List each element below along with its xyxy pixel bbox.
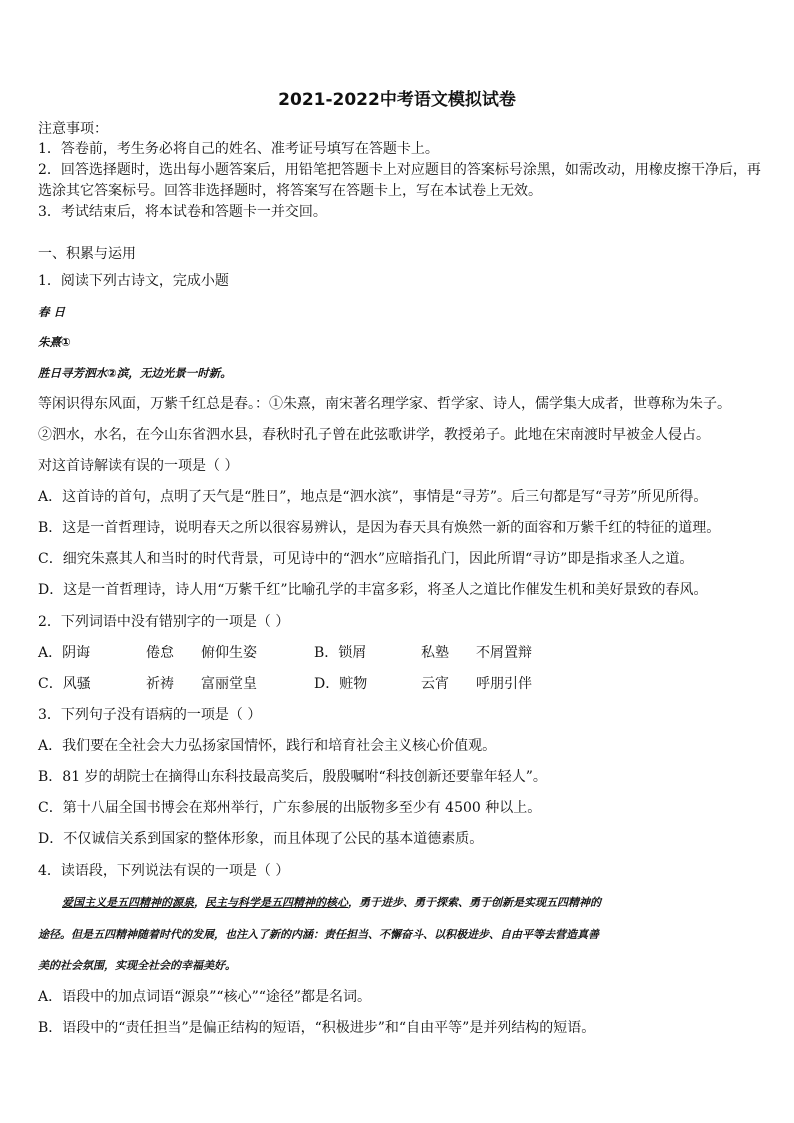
section-heading: 一、积累与运用 xyxy=(38,246,136,262)
question-2-option-c-word-2: 祈祷 xyxy=(146,676,174,692)
question-3-prompt: 3．下列句子没有语病的一项是（ ） xyxy=(38,707,262,723)
question-1-option-a: A．这首诗的首句，点明了天气是“胜日”，地点是“泗水滨”，事情是“寻芳”。后三句都是写“寻芳”所见所得。 xyxy=(38,489,708,505)
passage-line-3: 美的社会氛围，实现全社会的幸福美好。 xyxy=(38,959,236,972)
question-2-option-a: A．阴诲 xyxy=(38,645,91,661)
question-3-option-d: D．不仅诚信关系到国家的整体形象，而且体现了公民的基本道德素质。 xyxy=(38,831,484,847)
question-2-option-a-word-2: 倦怠 xyxy=(146,645,174,661)
passage-segment-comma: ， xyxy=(194,896,205,909)
question-2-option-c: C．风骚 xyxy=(38,676,91,692)
notice-heading: 注意事项： xyxy=(38,121,108,137)
question-4-option-a: A．语段中的加点词语“源泉”“核心”“途径”都是名词。 xyxy=(38,989,372,1005)
question-2-options-row-1 xyxy=(38,644,758,662)
question-2-option-c-word-3: 富丽堂皇 xyxy=(201,676,257,692)
question-3-option-c: C．第十八届全国书博会在郑州举行，广东参展的出版物多至少有 4500 种以上。 xyxy=(38,800,542,816)
question-2-option-d-word-3: 呼朋引伴 xyxy=(476,676,532,692)
question-4-prompt: 4．读语段，下列说法有误的一项是（ ） xyxy=(38,863,290,879)
poem-title: 春 日 xyxy=(38,305,66,319)
poem-line-2-and-note-1 xyxy=(38,395,758,413)
question-1-option-b: B．这是一首哲理诗，说明春天之所以很容易辨认，是因为春天具有焕然一新的面容和万紫千红的特征的道理。 xyxy=(38,520,721,536)
question-2-prompt: 2．下列词语中没有错别字的一项是（ ） xyxy=(38,614,290,630)
question-2-options-row-2 xyxy=(38,675,758,693)
passage-segment-path: ，勇于进步、勇于探索、勇于创新是实现五四精神的 xyxy=(348,896,601,909)
passage-segment-core: 民主与科学是五四精神的核心 xyxy=(205,896,348,909)
question-2-option-d: D．赃物 xyxy=(314,676,368,692)
poem-author: 朱熹① xyxy=(38,335,71,349)
question-4-option-b: B．语段中的“责任担当”是偏正结构的短语，“积极进步”和“自由平等”是并列结构的短语。 xyxy=(38,1020,596,1036)
notice-item-3: 3．考试结束后，将本试卷和答题卡一并交回。 xyxy=(38,204,327,220)
notice-item-2-line-1: 2．回答选择题时，选出每小题答案后，用铅笔把答题卡上对应题目的答案标号涂黑，如需改动，用橡皮擦干净后，再 xyxy=(38,162,761,178)
question-3-option-b: B．81 岁的胡院士在摘得山东科技最高奖后，殷殷嘱咐“科技创新还要靠年轻人”。 xyxy=(38,769,547,785)
passage-segment-source: 爱国主义是五四精神的源泉 xyxy=(62,896,194,909)
question-2-option-b: B．锁屑 xyxy=(314,645,367,661)
question-1-option-c: C．细究朱熹其人和当时的时代背景，可见诗中的“泗水”应暗指孔门，因此所谓“寻访”即是指求圣人之道。 xyxy=(38,551,694,567)
question-3-option-a: A．我们要在全社会大力弘扬家国情怀，践行和培育社会主义核心价值观。 xyxy=(38,738,497,754)
notice-item-1: 1．答卷前，考生务必将自己的姓名、准考证号填写在答题卡上。 xyxy=(38,141,439,157)
question-2-option-b-word-3: 不屑置辩 xyxy=(476,645,532,661)
notice-item-2-line-2: 选涂其它答案标号。回答非选择题时，将答案写在答题卡上，写在本试卷上无效。 xyxy=(38,183,542,199)
poem-line-1: 胜日寻芳泗水②滨，无边光景一时新。 xyxy=(38,366,232,380)
passage-line-2: 途径。但是五四精神随着时代的发展，也注入了新的内涵：责任担当、不懈奋斗、以积极进步、自由平等去营造真善 xyxy=(38,928,599,941)
page-title: 2021-2022中考语文模拟试卷 xyxy=(278,90,516,110)
passage-line-1 xyxy=(62,894,758,912)
poem-note-2: ②泗水，水名，在今山东省泗水县，春秋时孔子曾在此弦歌讲学，教授弟子。此地在宋南渡时早被金人侵占。 xyxy=(38,427,710,443)
question-1-prompt: 1．阅读下列古诗文，完成小题 xyxy=(38,273,229,289)
question-2-option-a-word-3: 俯仰生姿 xyxy=(201,645,257,661)
question-1-option-d: D．这是一首哲理诗，诗人用“万紫千红”比喻孔学的丰富多彩，将圣人之道比作催发生机和美好景致的春风。 xyxy=(38,582,708,598)
poem-line-2-text: 等闲识得东风面，万紫千红总是春。：①朱熹，南宋著名理学家、哲学家、诗人，儒学集大成者，世尊称为朱子。 xyxy=(38,396,731,412)
question-1-sub-prompt: 对这首诗解读有误的一项是（ ） xyxy=(38,458,239,474)
question-2-option-d-word-2: 云宵 xyxy=(421,676,449,692)
question-2-option-b-word-2: 私塾 xyxy=(421,645,449,661)
